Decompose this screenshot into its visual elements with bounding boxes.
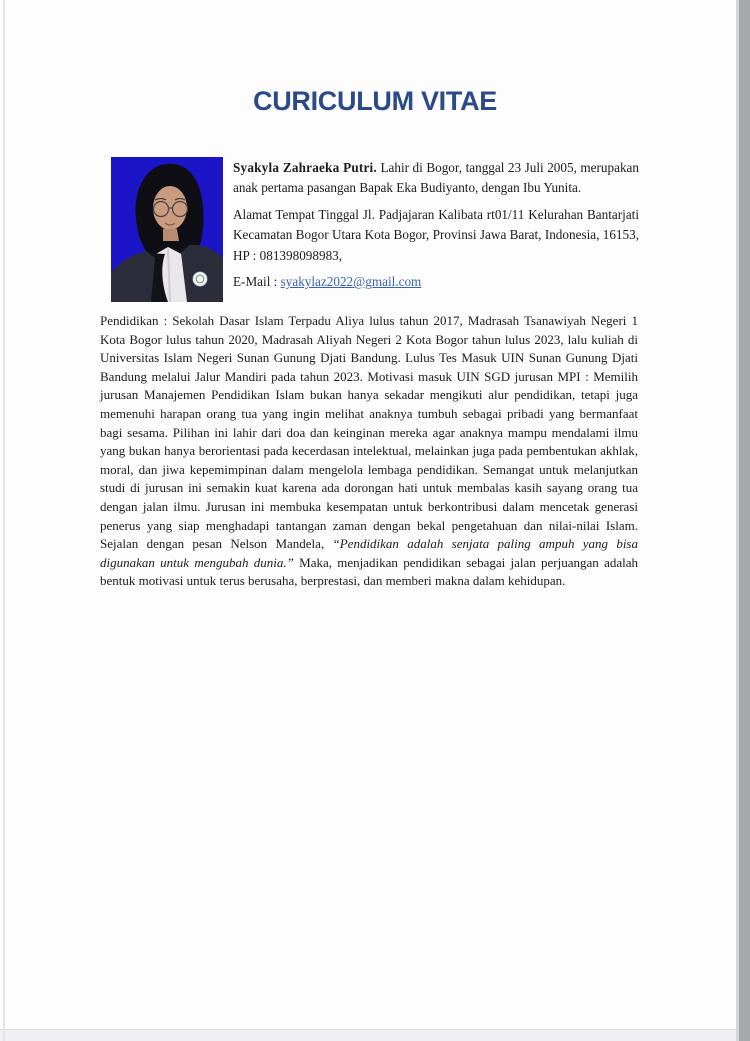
email-link[interactable]: syakylaz2022@gmail.com	[280, 274, 422, 290]
bio-paragraph	[233, 158, 639, 199]
address-paragraph: Alamat Tempat Tinggal Jl. Padjajaran Kalibata rt01/11 Kelurahan Bantarjati Kecamatan Bogor Utara Kota Bogor, Provinsi Jawa Barat, Indonesia, 16153, HP : 081398098983,	[233, 206, 639, 263]
email-label: E-Mail :	[233, 274, 281, 290]
portrait-photo-graphic	[111, 157, 223, 302]
paragraph-text-after-quote: Maka, menjadikan pendidikan sebagai jalan perjuangan adalah bentuk motivasi untuk terus berusaha, berprestasi, dan memberi makna dalam kehidupan.	[100, 554, 638, 589]
page-edge-left	[3, 0, 5, 1041]
profile-bio-section	[233, 158, 639, 292]
profile-photo	[111, 157, 223, 302]
page-edge-bottom	[0, 1029, 750, 1041]
education-motivation-paragraph	[100, 312, 638, 591]
page-title: CURICULUM VITAE	[253, 86, 497, 116]
nelson-mandela-quote: “Pendidikan adalah senjata paling ampuh yang bisa digunakan untuk mengubah dunia.”	[100, 536, 638, 570]
paragraph-text-before-quote: Pendidikan : Sekolah Dasar Islam Terpadu Aliya lulus tahun 2017, Madrasah Tsanawiyah Negeri 1 Kota Bogor lulus tahun 2020, Madrasah Aliyah Negeri 2 Kota Bogor tahun lulus 2023, lalu kuliah di Universitas Islam Negeri Sunan Gunung Djati Bandung. Lulus Tes Masuk UIN Sunan Gunung Djati Bandung melalui Jalur Mandiri pada tahun 2023. Motivasi masuk UIN SGD jurusan MPI : Memilih jurusan Manajemen Pendidikan Islam bukan hanya sekadar mengikuti alur pendidikan, tetapi juga memenuhi harapan orang tua yang ingin melihat anaknya tumbuh sebagai pribadi yang bermanfaat bagi sesama. Pilihan ini lahir dari doa dan keinginan mereka agar anaknya mampu mendalami ilmu yang bukan hanya berorientasi pada kecerdasan intelektual, melainkan juga pada pembentukan akhlak, moral, dan jiwa kepemimpinan dalam mengelola lembaga pendidikan. Semangat untuk melanjutkan studi di jurusan ini semakin kuat karena ada dorongan hati untuk membalas kasih sayang orang tua dengan jalan ilmu. Jurusan ini membuka kesempatan untuk berkontribusi dalam mencetak generasi penerus yang siap menghadapi tantangan zaman dengan bekal pengetahuan dan nilai-nilai Islam. Sejalan dengan pesan Nelson Mandela,	[100, 313, 638, 552]
profile-name: Syakyla Zahraeka Putri.	[233, 160, 377, 175]
email-paragraph	[233, 272, 639, 292]
page-edge-right	[739, 0, 750, 1041]
bio-text: Lahir di Bogor, tanggal 23 Juli 2005, merupakan anak pertama pasangan Bapak Eka Budiyanto, dengan Ibu Yunita.	[233, 160, 639, 196]
